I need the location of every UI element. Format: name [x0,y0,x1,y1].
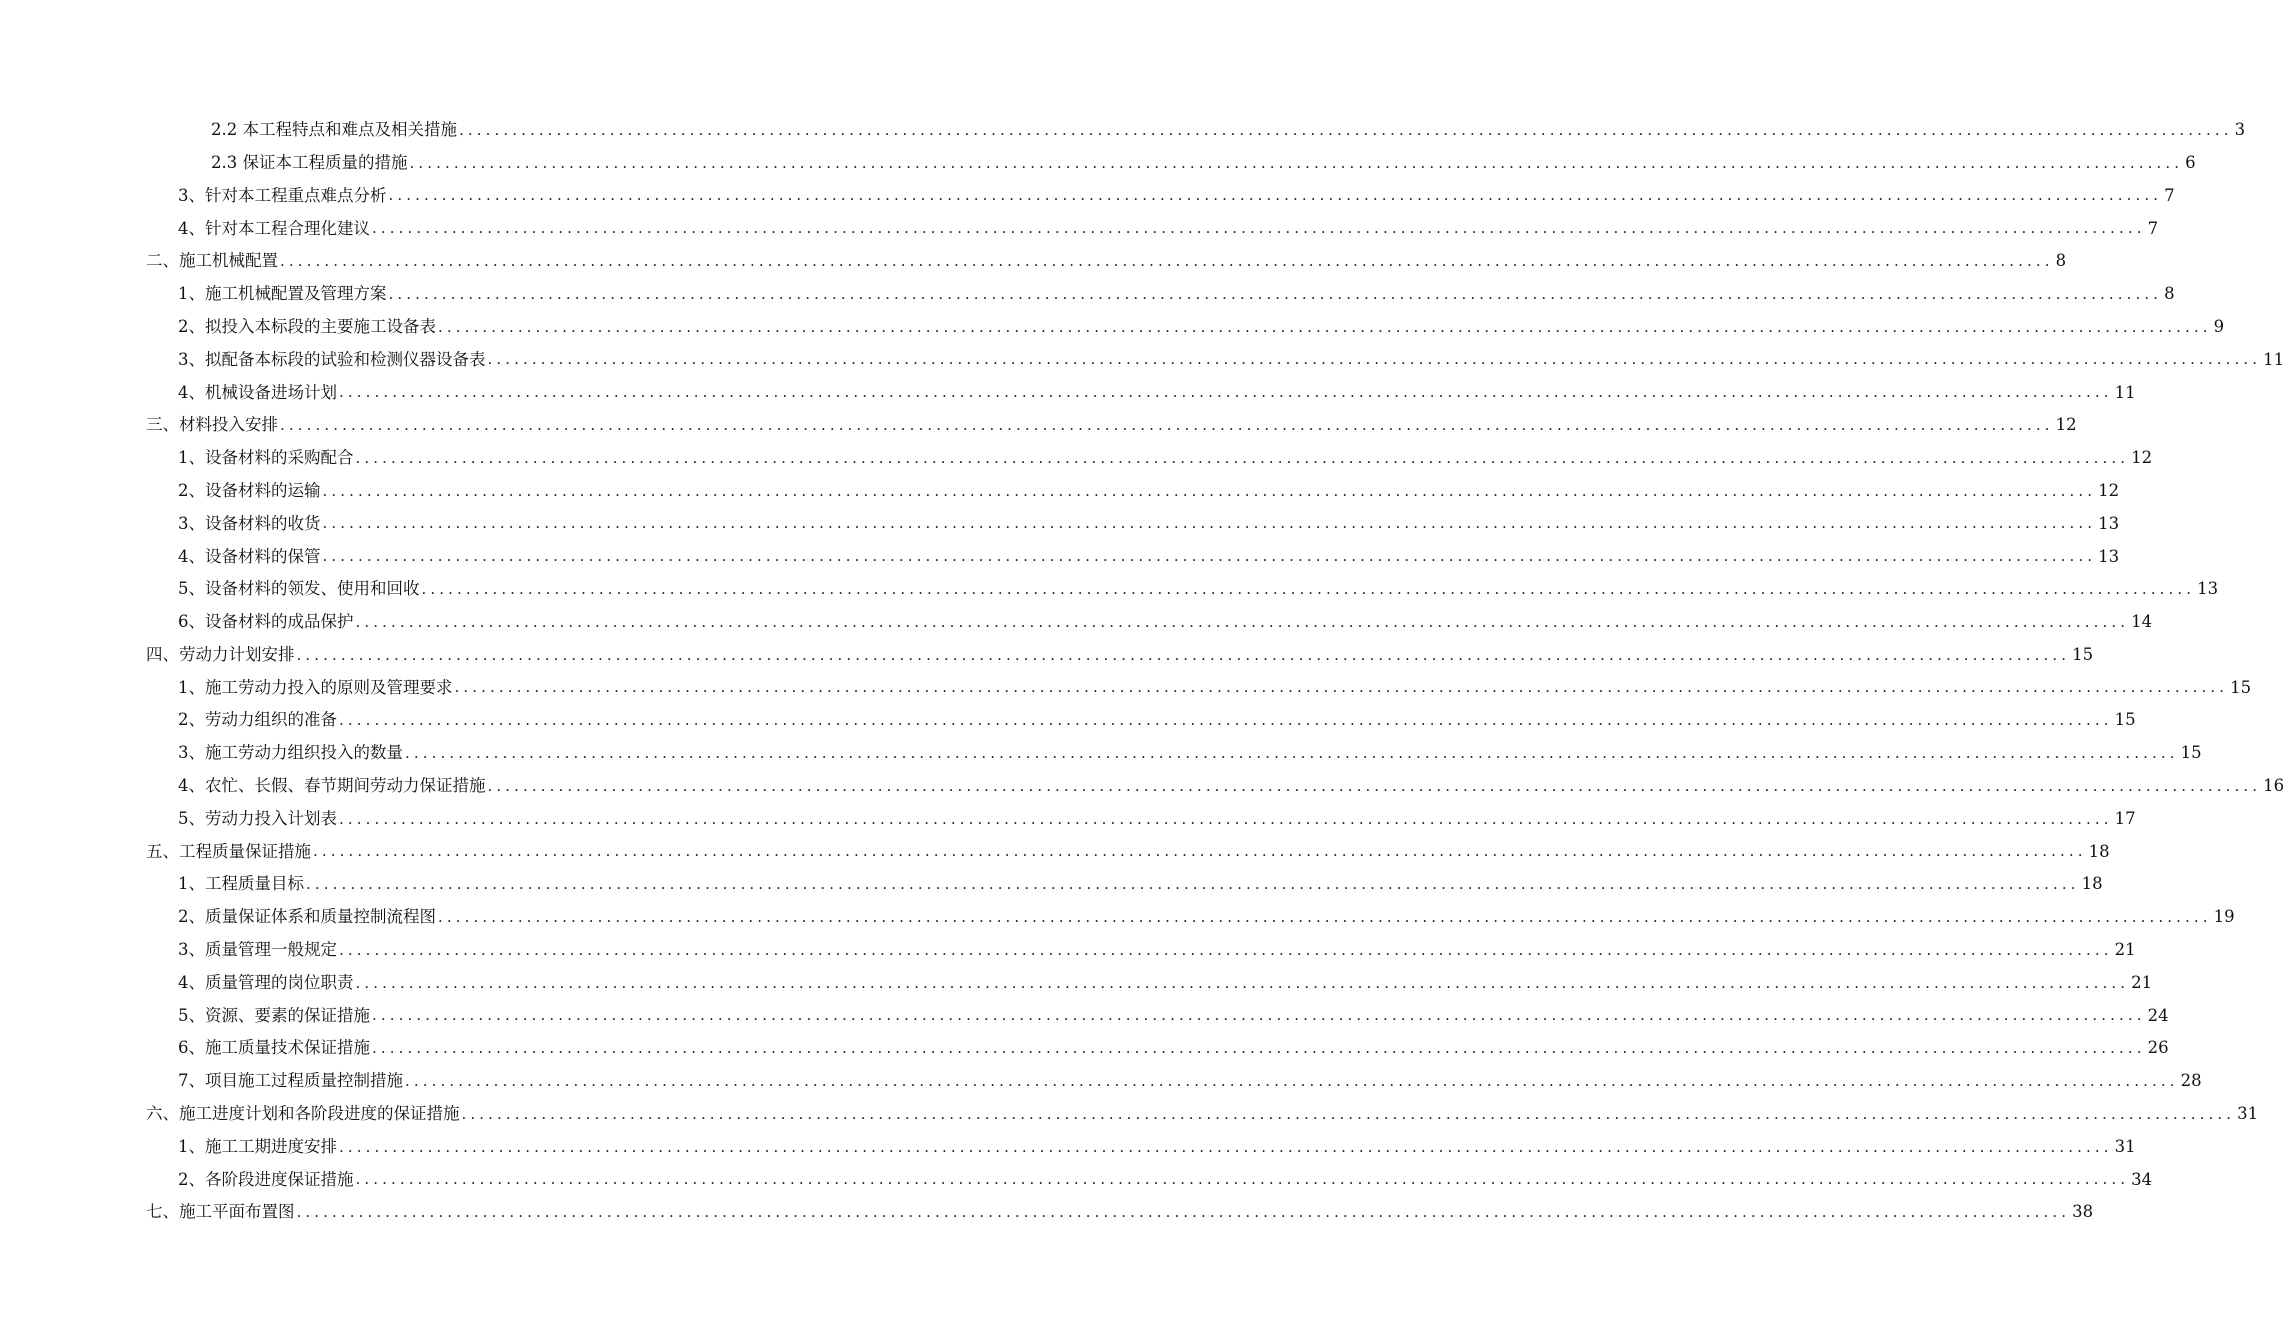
toc-entry-title: 七、施工平面布置图 [146,1202,295,1222]
toc-entry-title: 1、设备材料的采购配合 [178,448,354,468]
toc-entry-page-number: 12 [2131,448,2153,468]
toc-entry-title: 2.2 本工程特点和难点及相关措施 [211,120,457,140]
toc-entry[interactable] [0,114,2246,147]
toc-entry-page-number: 34 [2131,1169,2153,1189]
toc-entry-title: 3、施工劳动力组织投入的数量 [178,743,403,763]
toc-entry-title: 5、资源、要素的保证措施 [178,1005,370,1025]
toc-entry[interactable] [0,409,2077,442]
toc-entry-title: 2.3 保证本工程质量的措施 [211,152,408,172]
toc-entry-page-number: 18 [2088,841,2110,861]
toc-entry[interactable] [0,901,2235,934]
toc-entry-page-number: 8 [2164,284,2175,304]
toc-entry-title: 3、针对本工程重点难点分析 [178,185,387,205]
toc-entry[interactable] [0,475,2120,508]
toc-entry-title: 6、设备材料的成品保护 [178,612,354,632]
toc-entry-title: 六、施工进度计划和各阶段进度的保证措施 [146,1104,460,1124]
toc-dot-leader: ........................................................................................................................................................................................................ [339,383,2113,402]
toc-entry[interactable] [0,278,2175,311]
toc-entry-page-number: 7 [2164,185,2175,205]
toc-dot-leader: ........................................................................................................................................................................................................ [487,776,2262,795]
toc-dot-leader: ........................................................................................................................................................................................................ [322,481,2097,500]
toc-entry-page-number: 38 [2072,1202,2094,1222]
toc-entry-page-number: 12 [2098,480,2120,500]
toc-dot-leader: ........................................................................................................................................................................................................ [409,153,2184,172]
toc-entry[interactable] [0,803,2136,836]
toc-dot-leader: ........................................................................................................................................................................................................ [405,1072,2179,1090]
toc-entry[interactable] [0,245,2067,278]
toc-entry-title: 2、设备材料的运输 [178,480,321,500]
toc-dot-leader: ........................................................................................................................................................................................................ [461,1104,2236,1123]
toc-dot-leader: ........................................................................................................................................................................................................ [296,645,2071,664]
toc-dot-leader: ........................................................................................................................................................................................................ [322,547,2097,566]
toc-dot-leader: ........................................................................................................................................................................................................ [322,514,2097,533]
toc-dot-leader: ........................................................................................................................................................................................................ [487,350,2262,369]
toc-dot-leader: ........................................................................................................................................................................................................ [388,284,2163,303]
toc-entry-title: 6、施工质量技术保证措施 [178,1038,370,1058]
toc-entry-title: 4、农忙、长假、春节期间劳动力保证措施 [178,776,486,796]
toc-entry-title: 2、各阶段进度保证措施 [178,1169,354,1189]
toc-entry-title: 4、针对本工程合理化建议 [178,218,370,238]
toc-entry-title: 5、设备材料的领发、使用和回收 [178,579,420,599]
toc-dot-leader: ........................................................................................................................................................................................................ [355,448,2130,467]
toc-entry-title: 四、劳动力计划安排 [146,644,295,664]
toc-entry[interactable] [0,672,2252,705]
toc-entry[interactable] [0,147,2196,180]
toc-entry-page-number: 13 [2098,513,2120,533]
toc-dot-leader: ........................................................................................................................................................................................................ [313,842,2087,861]
toc-entry-page-number: 8 [2055,251,2067,271]
toc-dot-leader: ........................................................................................................................................................................................................ [438,317,2212,336]
toc-dot-leader: ........................................................................................................................................................................................................ [355,612,2130,631]
toc-entry-page-number: 28 [2180,1071,2202,1091]
toc-dot-leader: ........................................................................................................................................................................................................ [438,908,2212,927]
toc-dot-leader: ........................................................................................................................................................................................................ [296,1203,2071,1222]
toc-entry[interactable] [0,1000,2169,1033]
toc-entry[interactable] [0,573,2219,606]
toc-entry[interactable] [0,311,2225,344]
toc-entry[interactable] [0,376,2136,409]
toc-entry-page-number: 11 [2114,382,2136,402]
toc-entry-page-number: 15 [2072,644,2094,664]
toc-dot-leader: ........................................................................................................................................................................................................ [339,711,2113,730]
toc-entry[interactable] [0,868,2103,901]
toc-entry[interactable] [0,737,2202,770]
toc-dot-leader: ........................................................................................................................................................................................................ [355,973,2130,992]
toc-entry-title: 4、质量管理的岗位职责 [178,972,354,992]
toc-dot-leader: ........................................................................................................................................................................................................ [388,186,2163,205]
toc-entry-title: 4、机械设备进场计划 [178,382,337,402]
toc-entry-page-number: 31 [2114,1136,2136,1156]
toc-entry-page-number: 16 [2263,776,2284,796]
toc-entry[interactable] [0,344,2284,377]
toc-entry[interactable] [0,1065,2202,1098]
toc-entry[interactable] [0,836,2110,869]
toc-entry-title: 五、工程质量保证措施 [146,841,311,861]
toc-entry-page-number: 18 [2081,874,2103,894]
toc-entry-title: 1、施工劳动力投入的原则及管理要求 [178,677,453,697]
toc-entry-page-number: 15 [2230,677,2252,697]
toc-entry-page-number: 15 [2180,743,2202,763]
toc-entry-title: 3、质量管理一般规定 [178,940,337,960]
toc-dot-leader: ........................................................................................................................................................................................................ [459,120,2233,139]
toc-dot-leader: ........................................................................................................................................................................................................ [372,219,2146,238]
toc-entry-page-number: 19 [2213,907,2235,927]
toc-entry-title: 7、项目施工过程质量控制措施 [178,1071,403,1091]
table-of-contents [0,114,2284,1229]
toc-entry-title: 1、施工工期进度安排 [178,1136,337,1156]
toc-dot-leader: ........................................................................................................................................................................................................ [405,744,2179,763]
toc-entry-title: 3、拟配备本标段的试验和检测仪器设备表 [178,349,486,369]
toc-entry-title: 1、施工机械配置及管理方案 [178,284,387,304]
toc-dot-leader: ........................................................................................................................................................................................................ [355,1170,2130,1189]
toc-entry-title: 2、质量保证体系和质量控制流程图 [178,907,436,927]
toc-entry-page-number: 13 [2197,579,2219,599]
toc-entry-page-number: 31 [2237,1104,2259,1124]
toc-dot-leader: ........................................................................................................................................................................................................ [372,1039,2146,1058]
toc-dot-leader: ........................................................................................................................................................................................................ [339,940,2113,959]
toc-dot-leader: ........................................................................................................................................................................................................ [454,678,2229,697]
toc-entry-title: 2、拟投入本标段的主要施工设备表 [178,316,436,336]
toc-entry[interactable] [0,540,2120,573]
toc-entry[interactable] [0,442,2153,475]
toc-entry-page-number: 9 [2213,316,2225,336]
toc-entry[interactable] [0,606,2153,639]
toc-entry[interactable] [0,180,2175,213]
toc-entry-page-number: 17 [2114,808,2136,828]
toc-entry-page-number: 26 [2147,1038,2169,1058]
toc-dot-leader: ........................................................................................................................................................................................................ [421,580,2196,599]
toc-entry[interactable] [0,508,2120,541]
toc-entry-title: 3、设备材料的收货 [178,513,321,533]
toc-dot-leader: ........................................................................................................................................................................................................ [339,1137,2113,1156]
toc-entry-page-number: 3 [2234,120,2246,140]
toc-entry[interactable] [0,1164,2153,1197]
toc-entry[interactable] [0,1032,2169,1065]
toc-entry[interactable] [0,934,2136,967]
toc-entry-page-number: 13 [2098,546,2120,566]
toc-entry[interactable] [0,770,2284,803]
toc-entry-page-number: 24 [2147,1005,2169,1025]
toc-entry-page-number: 21 [2114,940,2136,960]
toc-entry[interactable] [0,704,2136,737]
toc-entry-page-number: 7 [2147,218,2159,238]
toc-entry-title: 5、劳动力投入计划表 [178,808,337,828]
toc-entry-page-number: 15 [2114,710,2136,730]
toc-entry-page-number: 14 [2131,612,2153,632]
toc-entry-title: 1、工程质量目标 [178,874,304,894]
toc-dot-leader: ........................................................................................................................................................................................................ [280,252,2054,271]
toc-dot-leader: ........................................................................................................................................................................................................ [306,875,2080,894]
toc-entry-title: 二、施工机械配置 [146,251,278,271]
toc-entry[interactable] [0,212,2159,245]
toc-entry-title: 4、设备材料的保管 [178,546,321,566]
toc-dot-leader: ........................................................................................................................................................................................................ [339,809,2113,828]
toc-entry[interactable] [0,639,2094,672]
toc-entry-page-number: 6 [2185,152,2196,172]
toc-entry-title: 三、材料投入安排 [146,415,278,435]
toc-entry-page-number: 11 [2263,349,2284,369]
toc-entry[interactable] [0,1098,2259,1131]
toc-dot-leader: ........................................................................................................................................................................................................ [372,1006,2146,1025]
toc-entry[interactable] [0,967,2153,1000]
toc-entry[interactable] [0,1131,2136,1164]
toc-entry-page-number: 12 [2055,415,2077,435]
toc-entry-page-number: 21 [2131,972,2153,992]
toc-entry[interactable] [0,1196,2094,1229]
toc-entry-title: 2、劳动力组织的准备 [178,710,337,730]
toc-dot-leader: ........................................................................................................................................................................................................ [280,416,2054,435]
